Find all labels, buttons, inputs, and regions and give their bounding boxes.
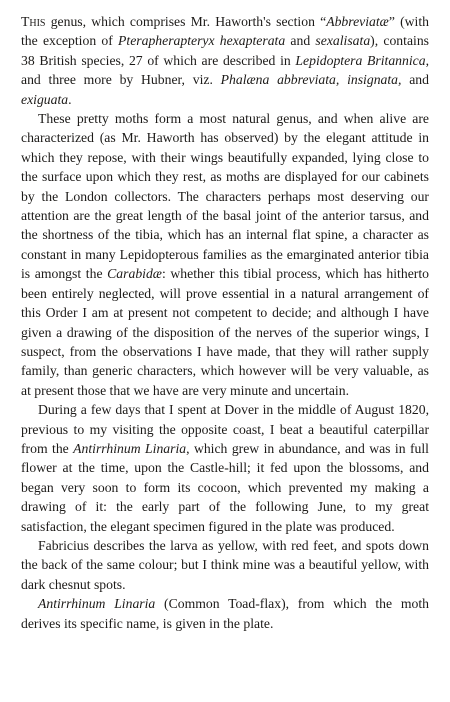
text-segment: Antirrhinum Linaria — [38, 596, 156, 612]
text-segment: , and three more by Hubner, viz. — [21, 52, 429, 88]
text-segment: and — [285, 33, 316, 49]
paragraph-intro — [21, 12, 429, 109]
paragraph-fabricius — [21, 536, 429, 594]
text-segment: : whether this tibial process, which has hitherto been entirely neglected, will prove essential in a natural arrangement of this Order I am at present not competent to decide; and although I have given a drawing of the disposition of the nerves of the superior wings, I suspect, from the observations I have made, that they will rather supply family, than generic characters, which however will be very valuable, as at present those that we have are very minute and uncertain. — [21, 266, 429, 398]
text-segment: ), contains 38 British species, 27 of which are described in — [21, 33, 429, 68]
text-segment: exiguata — [21, 91, 69, 107]
text-segment: (Common Toad-flax), from which the moth derives its specific name, is given in the plate. — [21, 596, 429, 631]
paragraph-toadflax — [21, 594, 429, 633]
text-segment: This — [21, 14, 46, 29]
text-segment: Carabidæ — [107, 266, 162, 282]
text-segment: These pretty moths form a most natural genus, and when alive are characterized (as Mr. Haworth has observed) by the elegant attitude in which they repose, with their wings beautifully expanded, lying close to the surface upon which they rest, as moths are displayed for our cabinets by the London collectors. The characters perhaps most deserving our attention are the great length of the basal joint of the anterior tarsus, and the shortness of the tibia, which has an internal flat spine, a character as constant in many Lepidopterous families as the emarginated anterior tibia is amongst the — [21, 111, 429, 282]
text-segment: ” (with the exception of — [21, 14, 430, 49]
text-segment: Pterapherapteryx hexapterata — [118, 33, 286, 49]
text-segment: Fabricius describes the larva as yellow, with red feet, and spots down the back of the same colour; but I think mine was a beautiful yellow, with dark chesnut spots. — [21, 537, 429, 592]
text-segment: Lepidoptera Britannica — [295, 52, 426, 68]
text-segment: , which grew in abundance, and was in full flower at the time, upon the Castle-hill; it fed upon the blossoms, and began very soon to form its cocoon, which prevented my making a drawing of it: the early part of the following June, to my great satisfaction, the elegant specimen figured in the plate was produced. — [21, 440, 429, 534]
text-segment: sexalisata — [315, 33, 371, 49]
text-segment: Phalæna abbreviata, insignata, — [220, 72, 402, 88]
text-segment: and — [401, 72, 429, 88]
text-segment: During a few days that I spent at Dover in the middle of August 1820, previous to my visiting the opposite coast, I beat a beautiful caterpillar from the — [21, 402, 429, 456]
text-segment: genus, which comprises Mr. Haworth's section “ — [45, 14, 327, 29]
text-segment: Antirrhinum Linaria — [73, 440, 187, 456]
text-segment: . — [68, 91, 72, 107]
paragraph-dover — [21, 400, 429, 536]
page-text — [21, 12, 429, 633]
paragraph-characters — [21, 109, 429, 400]
text-segment: Abbreviatæ — [326, 14, 389, 29]
